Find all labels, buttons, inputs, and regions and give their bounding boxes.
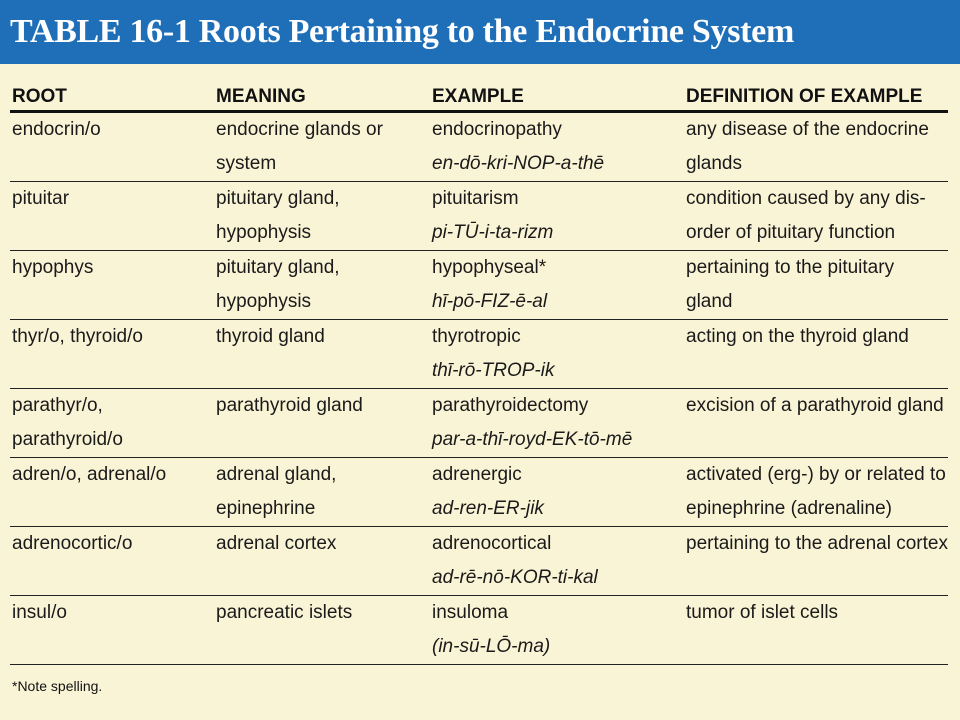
root-text: adrenocortic/o — [12, 533, 133, 554]
definition-cell — [684, 458, 948, 527]
example-pronunciation: en-dō-kri-NOP-a-thē — [432, 153, 605, 174]
definition-text: glands — [686, 153, 742, 174]
example-word: adrenocortical — [432, 533, 552, 554]
root-text: parathyr/o, — [12, 395, 103, 416]
meaning-cell — [214, 182, 430, 251]
meaning-text: adrenal cortex — [216, 533, 337, 554]
root-cell — [10, 251, 214, 320]
example-cell — [430, 458, 684, 527]
definition-cell — [684, 251, 948, 320]
table-area — [0, 64, 960, 720]
meaning-text: hypophysis — [216, 222, 312, 243]
meaning-cell — [214, 251, 430, 320]
example-cell — [430, 251, 684, 320]
meaning-text: pancreatic islets — [216, 602, 353, 623]
meaning-text: system — [216, 153, 277, 174]
root-cell — [10, 320, 214, 389]
example-pronunciation: pi-TŪ-i-ta-rizm — [432, 222, 554, 243]
definition-cell — [684, 112, 948, 182]
table-row — [10, 527, 948, 596]
meaning-text: pituitary gland, — [216, 257, 340, 278]
definition-cell — [684, 182, 948, 251]
root-cell — [10, 112, 214, 182]
footnote: *Note spelling. — [12, 678, 103, 694]
definition-text: tumor of islet cells — [686, 602, 839, 623]
definition-text: epinephrine (adrenaline) — [686, 498, 892, 519]
meaning-text: hypophysis — [216, 291, 312, 312]
header-example: EXAMPLE — [430, 74, 684, 112]
example-cell — [430, 320, 684, 389]
example-pronunciation: par-a-thī-royd-EK-tō-mē — [432, 429, 633, 450]
definition-text: pertaining to the adrenal cortex — [686, 533, 948, 554]
meaning-cell — [214, 527, 430, 596]
table-row — [10, 112, 948, 182]
table-row — [10, 320, 948, 389]
example-cell — [430, 182, 684, 251]
example-word: endocrinopathy — [432, 119, 562, 140]
table-row — [10, 596, 948, 665]
meaning-text: thyroid gland — [216, 326, 325, 347]
root-cell — [10, 182, 214, 251]
definition-text: order of pituitary function — [686, 222, 896, 243]
meaning-text: parathyroid gland — [216, 395, 363, 416]
example-pronunciation: thī-rō-TROP-ik — [432, 360, 555, 381]
example-cell — [430, 389, 684, 458]
meaning-text: adrenal gland, — [216, 464, 337, 485]
root-text: parathyroid/o — [12, 429, 123, 450]
example-cell — [430, 527, 684, 596]
root-text: adren/o, adrenal/o — [12, 464, 167, 485]
table-row — [10, 182, 948, 251]
header-row — [10, 74, 948, 112]
table-title: TABLE 16-1 Roots Pertaining to the Endocrine System — [10, 13, 794, 50]
definition-cell — [684, 389, 948, 458]
root-text: pituitar — [12, 188, 70, 209]
roots-table — [10, 74, 948, 665]
definition-text: excision of a parathyroid gland — [686, 395, 944, 416]
example-word: insuloma — [432, 602, 509, 623]
example-cell — [430, 596, 684, 665]
table-row — [10, 251, 948, 320]
example-pronunciation: hī-pō-FIZ-ē-al — [432, 291, 548, 312]
root-text: endocrin/o — [12, 119, 101, 140]
root-text: hypophys — [12, 257, 94, 278]
root-cell — [10, 596, 214, 665]
meaning-text: epinephrine — [216, 498, 316, 519]
header-definition: DEFINITION OF EXAMPLE — [684, 74, 948, 112]
example-word: hypophyseal* — [432, 257, 547, 278]
definition-text: any disease of the endocrine — [686, 119, 929, 140]
root-cell — [10, 527, 214, 596]
header-meaning: MEANING — [214, 74, 430, 112]
definition-cell — [684, 527, 948, 596]
meaning-cell — [214, 458, 430, 527]
table-body — [10, 112, 948, 665]
root-text: insul/o — [12, 602, 67, 623]
table-row — [10, 458, 948, 527]
meaning-cell — [214, 596, 430, 665]
example-word: thyrotropic — [432, 326, 521, 347]
root-cell — [10, 458, 214, 527]
example-pronunciation: ad-rē-nō-KOR-ti-kal — [432, 567, 598, 588]
definition-text: pertaining to the pituitary — [686, 257, 895, 278]
definition-cell — [684, 320, 948, 389]
meaning-cell — [214, 389, 430, 458]
meaning-cell — [214, 320, 430, 389]
example-pronunciation: ad-ren-ER-jik — [432, 498, 544, 519]
meaning-text: endocrine glands or — [216, 119, 383, 140]
example-pronunciation: (in-sū-LŌ-ma) — [432, 636, 551, 657]
definition-text: activated (erg-) by or related to — [686, 464, 946, 485]
definition-text: acting on the thyroid gland — [686, 326, 909, 347]
root-text: thyr/o, thyroid/o — [12, 326, 143, 347]
header-root: ROOT — [10, 74, 214, 112]
definition-cell — [684, 596, 948, 665]
root-cell — [10, 389, 214, 458]
table-row — [10, 389, 948, 458]
definition-text: gland — [686, 291, 733, 312]
meaning-text: pituitary gland, — [216, 188, 340, 209]
title-bar — [0, 0, 960, 64]
example-word: adrenergic — [432, 464, 522, 485]
example-word: pituitarism — [432, 188, 519, 209]
example-word: parathyroidectomy — [432, 395, 589, 416]
example-cell — [430, 112, 684, 182]
definition-text: condition caused by any dis- — [686, 188, 926, 209]
meaning-cell — [214, 112, 430, 182]
